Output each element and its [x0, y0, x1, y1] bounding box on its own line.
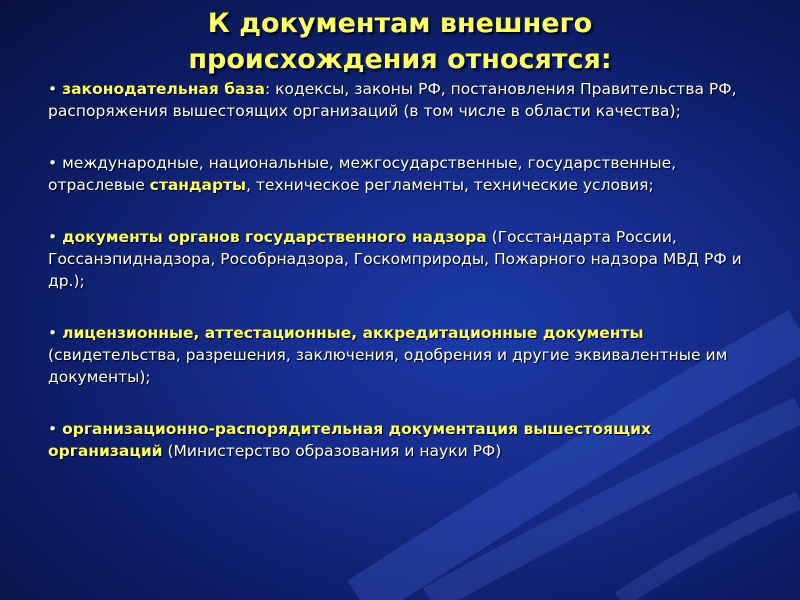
slide-title-line2: происхождения относятся: — [188, 44, 612, 75]
bullet-icon: • — [48, 324, 58, 342]
bullet-list — [48, 78, 748, 492]
list-item — [48, 322, 748, 388]
list-item — [48, 152, 748, 196]
item-text: , техническое регламенты, технические условия; — [246, 176, 654, 194]
item-highlight: лицензионные, аттестационные, аккредитационные документы — [62, 324, 644, 342]
list-item — [48, 418, 748, 462]
item-text: (Министерство образования и науки РФ) — [162, 442, 502, 460]
bullet-icon: • — [48, 420, 58, 438]
bullet-icon: • — [48, 228, 58, 246]
item-text-pre: международные, национальные, межгосударственные, государственные, отраслевые — [48, 154, 677, 194]
item-text: : кодексы, законы РФ, постановления Правительства РФ, распоряжения вышестоящих организаций (в том числе в области качества); — [48, 80, 737, 120]
slide-title-line1: К документам внешнего — [207, 8, 593, 39]
item-highlight: организационно-распорядительная документация вышестоящих организаций — [48, 420, 652, 460]
bullet-icon: • — [48, 154, 58, 172]
item-highlight: стандарты — [149, 176, 247, 194]
item-highlight: документы органов государственного надзора — [62, 228, 487, 246]
bullet-icon: • — [48, 80, 58, 98]
list-item — [48, 226, 748, 292]
item-text: (свидетельства, разрешения, заключения, одобрения и другие эквивалентные им документы); — [48, 346, 728, 386]
slide-title — [0, 6, 800, 78]
list-item — [48, 78, 748, 122]
item-highlight: законодательная база — [62, 80, 265, 98]
item-text: (Госстандарта России, Госсанэпиднадзора, Рособрнадзора, Госкомприроды, Пожарного надзора МВД РФ и др.); — [48, 228, 742, 290]
